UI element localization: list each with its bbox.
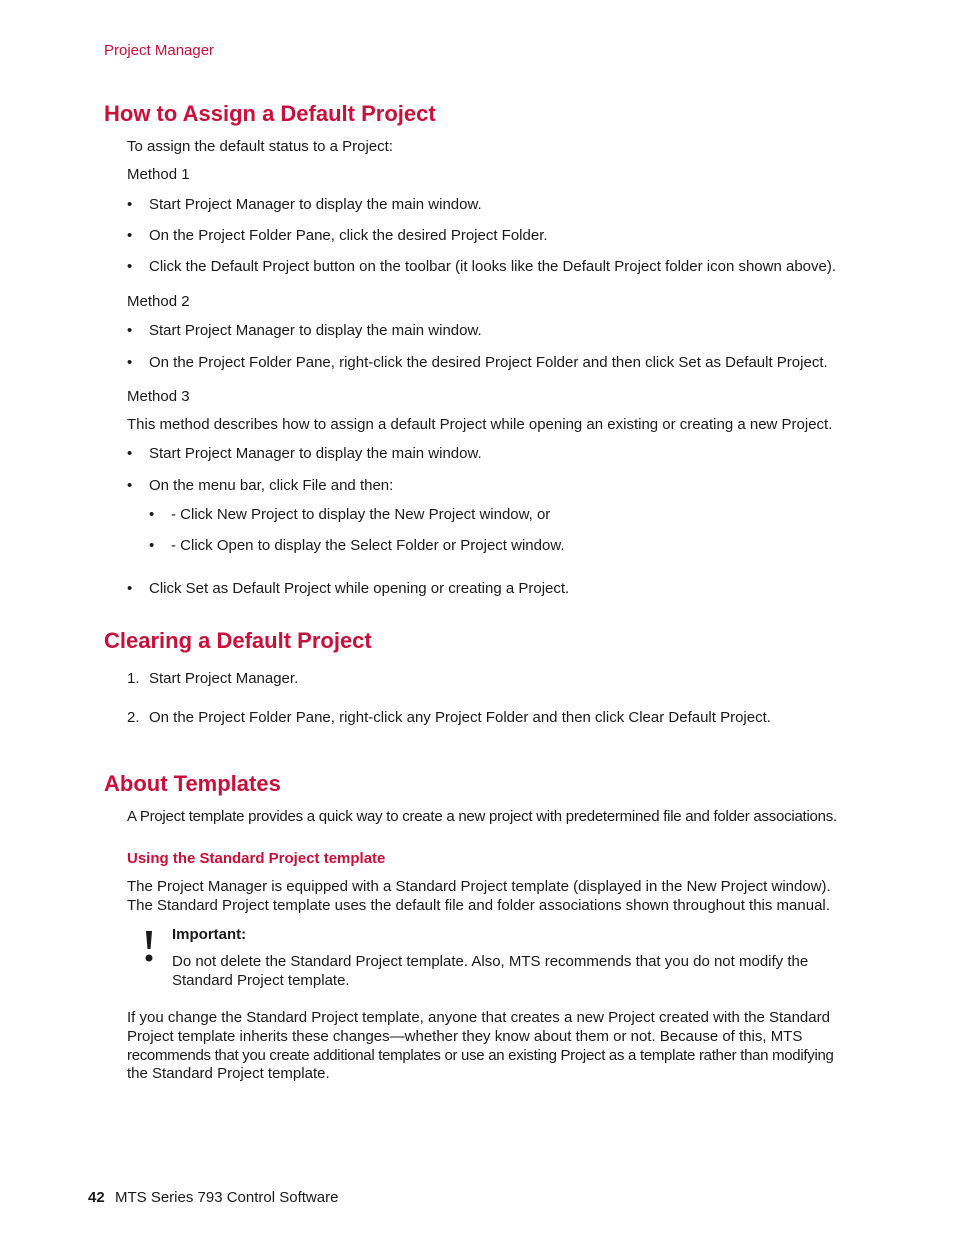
important-text: Do not delete the Standard Project template. Also, MTS recommends that you do not modify the [172,953,809,970]
footer-title: MTS Series 793 Control Software [115,1189,339,1206]
step-number: 1. [127,670,140,687]
method-2-label: Method 2 [127,293,190,310]
bullet-mark: • [127,322,133,339]
templates-intro: A Project template provides a quick way to create a new project with predetermined file and folder associations. [127,808,837,825]
running-head: Project Manager [104,42,215,59]
exclamation-icon [140,927,158,967]
templates-paragraph-2: the Standard Project template. [127,1065,330,1082]
bullet-mark: • [127,580,133,597]
bullet-mark: • [149,537,155,554]
templates-paragraph-2: If you change the Standard Project template, anyone that creates a new Project created with the Standard [127,1009,830,1026]
method-3-description: This method describes how to assign a default Project while opening an existing or creating a new Project. [127,416,833,433]
method-3-label: Method 3 [127,388,190,405]
templates-paragraph-2: recommends that you create additional templates or use an existing Project as a template rather than modifying [127,1047,834,1064]
templates-paragraph-2: Project template inherits these changes—whether they know about them or not. Because of this, MTS [127,1028,803,1045]
step-number: 2. [127,709,140,726]
method-1-label: Method 1 [127,166,190,183]
bullet-mark: • [127,354,133,371]
heading-assign-default-project: How to Assign a Default Project [104,101,436,126]
heading-clearing-default-project: Clearing a Default Project [104,628,372,653]
bullet-mark: • [127,196,133,213]
page-number: 42 [88,1189,105,1206]
subheading-standard-template: Using the Standard Project template [127,850,386,867]
bullet-mark: • [127,477,133,494]
bullet-mark: • [127,258,133,275]
important-label: Important: [172,926,247,943]
assign-intro: To assign the default status to a Project: [127,138,393,155]
heading-about-templates: About Templates [104,771,281,796]
important-text: Standard Project template. [172,972,350,989]
bullet-mark: • [127,445,133,462]
templates-paragraph-1: The Project Manager is equipped with a Standard Project template (displayed in the New Project window). [127,878,831,895]
bullet-mark: • [149,506,155,523]
templates-paragraph-1: The Standard Project template uses the default file and folder associations shown throughout this manual. [127,897,830,914]
bullet-mark: • [127,227,133,244]
